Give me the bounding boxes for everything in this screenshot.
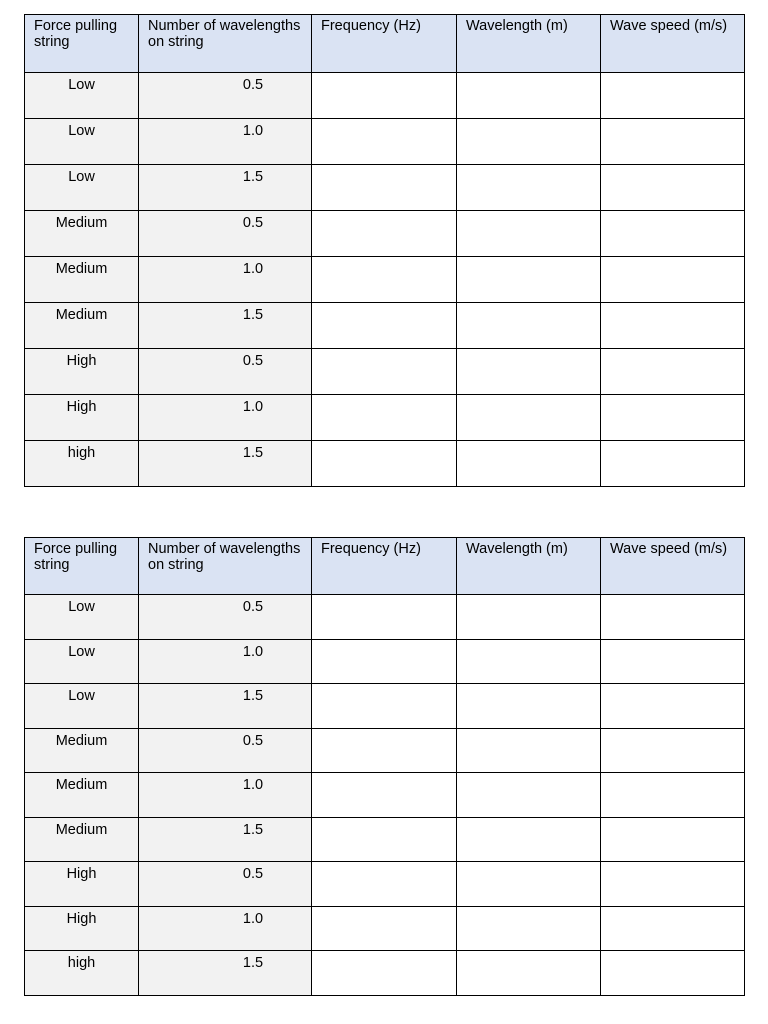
data-table-2 xyxy=(24,537,745,996)
wavelengths-count-cell xyxy=(139,441,312,487)
force-cell xyxy=(25,951,139,996)
wavelength-cell[interactable] xyxy=(457,906,601,951)
force-value: Low xyxy=(68,688,95,704)
wave-speed-cell[interactable] xyxy=(601,441,745,487)
header-wavelength: Wavelength (m) xyxy=(457,15,601,73)
table-row xyxy=(25,773,745,818)
force-value: Medium xyxy=(55,261,108,277)
force-cell xyxy=(25,349,139,395)
frequency-cell[interactable] xyxy=(312,595,457,640)
wavelength-cell[interactable] xyxy=(457,862,601,907)
force-value: High xyxy=(66,399,97,415)
wavelengths-count-value: 1.0 xyxy=(242,399,264,415)
header-row xyxy=(25,15,745,73)
wavelengths-count-value: 1.0 xyxy=(242,123,264,139)
wavelengths-count-value: 1.5 xyxy=(242,169,264,185)
table-row xyxy=(25,349,745,395)
frequency-cell[interactable] xyxy=(312,773,457,818)
header-wave-speed: Wave speed (m/s) xyxy=(601,15,745,73)
header-wavelengths-count: Number of wavelengths on string xyxy=(139,538,312,595)
wavelengths-count-cell xyxy=(139,684,312,729)
wavelengths-count-value: 0.5 xyxy=(242,77,264,93)
force-cell xyxy=(25,211,139,257)
header-force: Force pulling string xyxy=(25,538,139,595)
wavelengths-count-cell xyxy=(139,773,312,818)
wavelength-cell[interactable] xyxy=(457,349,601,395)
table-row xyxy=(25,817,745,862)
wavelength-cell[interactable] xyxy=(457,395,601,441)
frequency-cell[interactable] xyxy=(312,862,457,907)
force-cell xyxy=(25,395,139,441)
force-cell xyxy=(25,862,139,907)
wavelength-cell[interactable] xyxy=(457,73,601,119)
wavelength-cell[interactable] xyxy=(457,119,601,165)
data-table-1 xyxy=(24,14,745,487)
wave-speed-cell[interactable] xyxy=(601,303,745,349)
force-cell xyxy=(25,441,139,487)
table-row xyxy=(25,639,745,684)
wave-speed-cell[interactable] xyxy=(601,165,745,211)
table-row xyxy=(25,257,745,303)
wavelengths-count-value: 1.0 xyxy=(242,910,264,927)
table-row xyxy=(25,211,745,257)
frequency-cell[interactable] xyxy=(312,951,457,996)
wavelengths-count-value: 0.5 xyxy=(242,353,264,369)
table-body xyxy=(25,595,745,996)
frequency-cell[interactable] xyxy=(312,684,457,729)
table-row xyxy=(25,303,745,349)
force-cell xyxy=(25,728,139,773)
wave-speed-cell[interactable] xyxy=(601,906,745,951)
wavelengths-count-cell xyxy=(139,906,312,951)
frequency-cell[interactable] xyxy=(312,349,457,395)
wavelength-cell[interactable] xyxy=(457,951,601,996)
force-value: high xyxy=(67,955,96,971)
wave-speed-cell[interactable] xyxy=(601,684,745,729)
wavelengths-count-value: 0.5 xyxy=(242,215,264,231)
table-row xyxy=(25,728,745,773)
wavelength-cell[interactable] xyxy=(457,165,601,211)
wavelengths-count-value: 1.5 xyxy=(242,445,264,461)
table-row xyxy=(25,906,745,951)
wavelengths-count-value: 0.5 xyxy=(242,599,264,615)
table-row xyxy=(25,951,745,996)
force-value: Low xyxy=(68,169,95,185)
table-row xyxy=(25,119,745,165)
force-value: Low xyxy=(68,123,95,139)
table-row xyxy=(25,684,745,729)
wavelengths-count-cell xyxy=(139,349,312,395)
header-wavelengths-count: Number of wavelengths on string xyxy=(139,15,312,73)
header-frequency: Frequency (Hz) xyxy=(312,538,457,595)
wavelengths-count-cell xyxy=(139,165,312,211)
force-cell xyxy=(25,165,139,211)
wavelengths-count-cell xyxy=(139,639,312,684)
table-row xyxy=(25,165,745,211)
wavelengths-count-value: 1.5 xyxy=(242,688,264,704)
force-cell xyxy=(25,639,139,684)
frequency-cell[interactable] xyxy=(312,303,457,349)
wavelengths-count-value: 0.5 xyxy=(242,732,264,749)
wavelengths-count-cell xyxy=(139,395,312,441)
force-value: Medium xyxy=(55,307,108,323)
table-row xyxy=(25,73,745,119)
table-row xyxy=(25,862,745,907)
wave-speed-cell[interactable] xyxy=(601,211,745,257)
force-value: Medium xyxy=(55,732,108,749)
force-value: High xyxy=(66,866,97,882)
wavelengths-count-cell xyxy=(139,119,312,165)
frequency-cell[interactable] xyxy=(312,728,457,773)
frequency-cell[interactable] xyxy=(312,441,457,487)
wave-speed-cell[interactable] xyxy=(601,817,745,862)
force-value: Low xyxy=(68,77,95,93)
frequency-cell[interactable] xyxy=(312,817,457,862)
wavelengths-count-cell xyxy=(139,73,312,119)
header-wave-speed: Wave speed (m/s) xyxy=(601,538,745,595)
wave-speed-cell[interactable] xyxy=(601,257,745,303)
header-wavelength: Wavelength (m) xyxy=(457,538,601,595)
force-value: High xyxy=(66,910,97,927)
force-value: Medium xyxy=(55,215,108,231)
wavelengths-count-value: 1.5 xyxy=(242,821,264,838)
force-cell xyxy=(25,773,139,818)
force-cell xyxy=(25,303,139,349)
wavelengths-count-cell xyxy=(139,728,312,773)
header-row xyxy=(25,538,745,595)
wavelengths-count-value: 0.5 xyxy=(242,866,264,882)
wavelength-cell[interactable] xyxy=(457,595,601,640)
wave-speed-cell[interactable] xyxy=(601,595,745,640)
wavelengths-count-value: 1.0 xyxy=(242,777,264,793)
table-row xyxy=(25,595,745,640)
frequency-cell[interactable] xyxy=(312,906,457,951)
wave-speed-cell[interactable] xyxy=(601,728,745,773)
force-cell xyxy=(25,119,139,165)
table-body xyxy=(25,73,745,487)
force-cell xyxy=(25,684,139,729)
wavelengths-count-cell xyxy=(139,817,312,862)
force-value: Low xyxy=(68,643,95,660)
force-value: High xyxy=(66,353,97,369)
wavelengths-count-value: 1.5 xyxy=(242,307,264,323)
wavelengths-count-value: 1.0 xyxy=(242,261,264,277)
frequency-cell[interactable] xyxy=(312,119,457,165)
frequency-cell[interactable] xyxy=(312,257,457,303)
force-cell xyxy=(25,906,139,951)
wavelength-cell[interactable] xyxy=(457,257,601,303)
wave-speed-cell[interactable] xyxy=(601,773,745,818)
force-cell xyxy=(25,257,139,303)
frequency-cell[interactable] xyxy=(312,165,457,211)
wavelengths-count-value: 1.0 xyxy=(242,643,264,660)
force-value: Low xyxy=(68,599,95,615)
wavelength-cell[interactable] xyxy=(457,639,601,684)
force-cell xyxy=(25,73,139,119)
header-frequency: Frequency (Hz) xyxy=(312,15,457,73)
header-force: Force pulling string xyxy=(25,15,139,73)
wavelength-cell[interactable] xyxy=(457,684,601,729)
frequency-cell[interactable] xyxy=(312,73,457,119)
wavelengths-count-cell xyxy=(139,951,312,996)
force-cell xyxy=(25,817,139,862)
wavelengths-count-cell xyxy=(139,303,312,349)
wave-speed-cell[interactable] xyxy=(601,862,745,907)
wave-speed-cell[interactable] xyxy=(601,119,745,165)
frequency-cell[interactable] xyxy=(312,211,457,257)
wavelengths-count-cell xyxy=(139,211,312,257)
table-row xyxy=(25,395,745,441)
wavelength-cell[interactable] xyxy=(457,211,601,257)
wave-speed-cell[interactable] xyxy=(601,73,745,119)
wavelength-cell[interactable] xyxy=(457,728,601,773)
force-value: Medium xyxy=(55,821,108,838)
wavelengths-count-value: 1.5 xyxy=(242,955,264,971)
wavelength-cell[interactable] xyxy=(457,441,601,487)
wavelength-cell[interactable] xyxy=(457,817,601,862)
force-value: Medium xyxy=(55,777,108,793)
wavelength-cell[interactable] xyxy=(457,303,601,349)
wavelength-cell[interactable] xyxy=(457,773,601,818)
force-value: high xyxy=(67,445,96,461)
wave-speed-cell[interactable] xyxy=(601,951,745,996)
wavelengths-count-cell xyxy=(139,862,312,907)
wave-speed-cell[interactable] xyxy=(601,349,745,395)
frequency-cell[interactable] xyxy=(312,639,457,684)
wave-speed-cell[interactable] xyxy=(601,639,745,684)
force-cell xyxy=(25,595,139,640)
table-row xyxy=(25,441,745,487)
frequency-cell[interactable] xyxy=(312,395,457,441)
wavelengths-count-cell xyxy=(139,257,312,303)
wave-speed-cell[interactable] xyxy=(601,395,745,441)
wavelengths-count-cell xyxy=(139,595,312,640)
